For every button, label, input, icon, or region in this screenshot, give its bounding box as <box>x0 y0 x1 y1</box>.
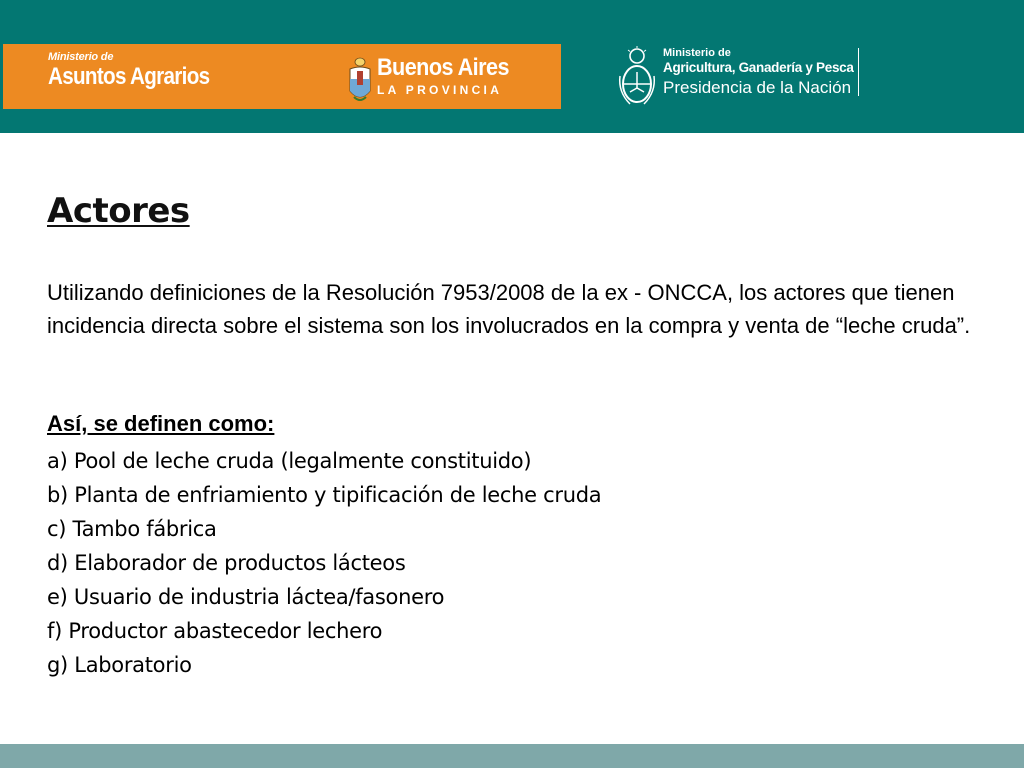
footer-band <box>0 744 1024 768</box>
actor-item: e) Usuario de industria láctea/fasonero <box>47 585 445 609</box>
ministry-small-label: Ministerio de <box>48 51 114 63</box>
actor-item: g) Laboratorio <box>47 653 192 677</box>
ministerio-nacional-logo <box>663 48 859 96</box>
header-band <box>0 0 1024 133</box>
slide-title: Actores <box>47 191 190 231</box>
buenos-aires-logo <box>377 56 524 96</box>
actor-item: d) Elaborador de productos lácteos <box>47 551 406 575</box>
buenos-aires-shield-icon <box>348 57 372 105</box>
actor-item: f) Productor abastecedor lechero <box>47 619 383 643</box>
actor-list <box>47 444 601 682</box>
province-subtitle: LA PROVINCIA <box>377 83 503 97</box>
actor-item: a) Pool de leche cruda (legalmente constituido) <box>47 449 532 473</box>
actor-item: b) Planta de enfriamiento y tipificación de leche cruda <box>47 483 602 507</box>
intro-paragraph: Utilizando definiciones de la Resolución 7953/2008 de la ex - ONCCA, los actores que tienen incidencia directa sobre el sistema son los involucrados en la compra y venta de “leche cruda”. <box>47 280 971 338</box>
province-name: Buenos Aires <box>377 54 509 81</box>
actor-item: c) Tambo fábrica <box>47 517 217 541</box>
definitions-subheading: Así, se definen como: <box>47 411 275 436</box>
presidencia-label: Presidencia de la Nación <box>663 77 852 97</box>
national-ministry-label: Ministerio de <box>663 47 731 59</box>
ministry-name: Asuntos Agrarios <box>48 63 210 90</box>
argentina-coat-of-arms-icon <box>616 46 658 110</box>
ministerio-asuntos-agrarios-logo <box>48 52 236 89</box>
national-ministry-name: Agricultura, Ganadería y Pesca <box>663 60 854 75</box>
